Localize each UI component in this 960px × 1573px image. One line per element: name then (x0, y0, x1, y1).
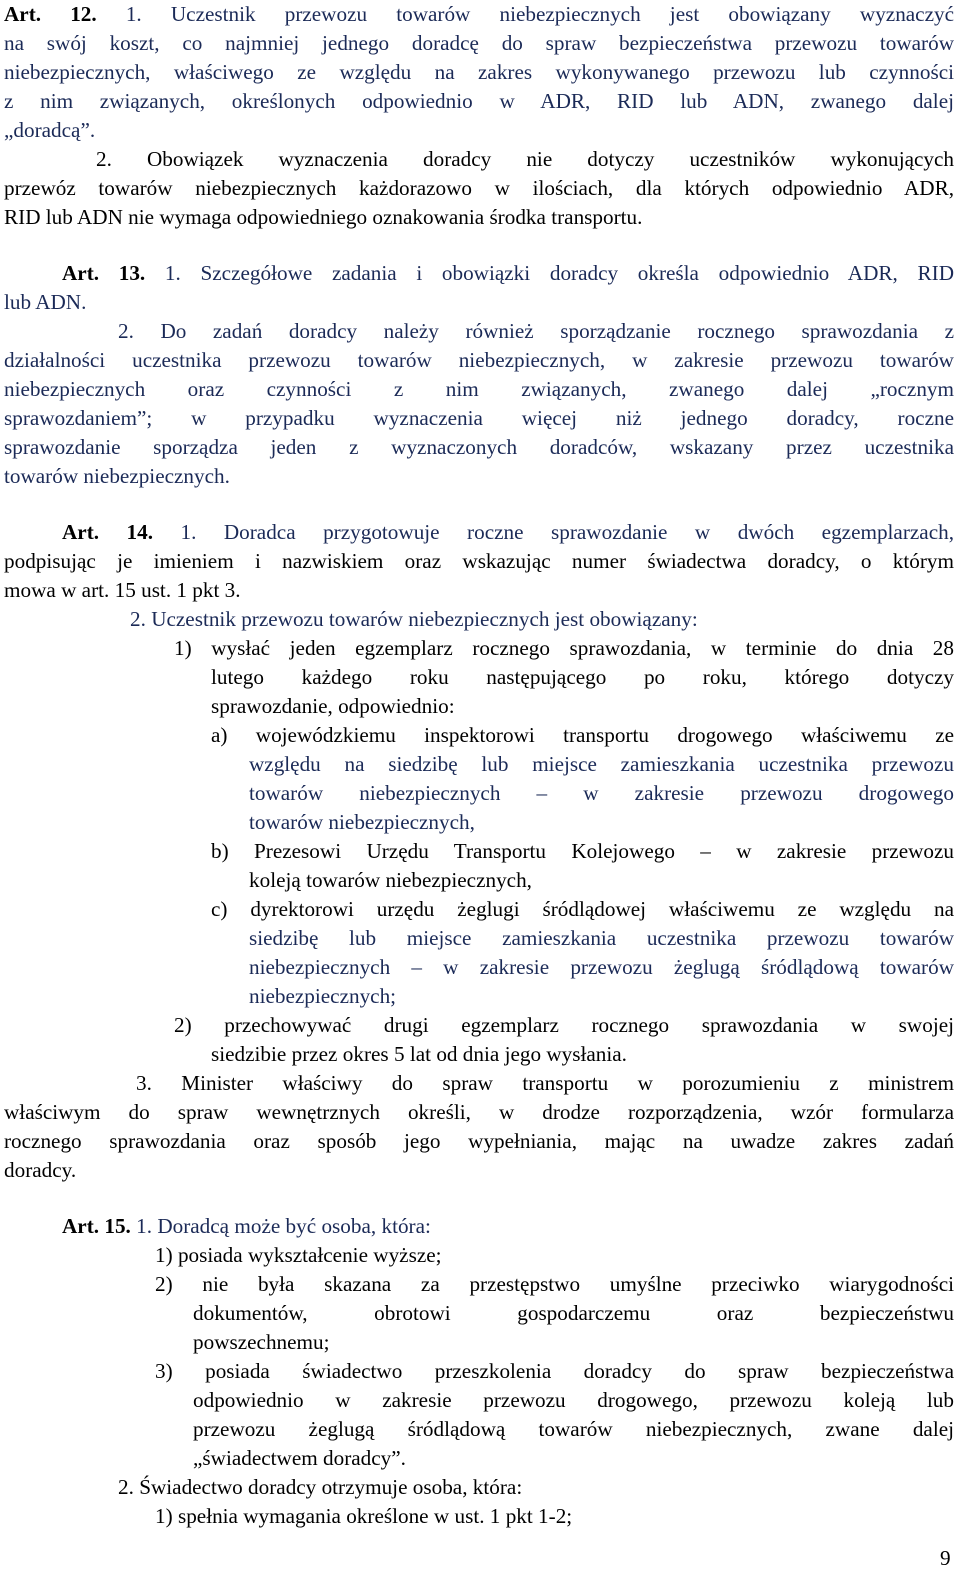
article-14-item-c-line-1: c) dyrektorowi urzędu żeglugi śródlądowej właściwemu ze względu na (211, 897, 954, 921)
article-12-para-2-line-2: przewóz towarów niebezpiecznych każdorazowo w ilościach, dla których odpowiednio ADR, (4, 176, 954, 200)
article-14-para-3-line-4: doradcy. (4, 1158, 77, 1182)
article-12-para-2-line-1: 2. Obowiązek wyznaczenia doradcy nie dotyczy uczestników wykonujących (96, 147, 954, 171)
article-15-line-1 (62, 1212, 431, 1241)
article-14-para-3-line-2: właściwym do spraw wewnętrznych określi, w drodze rozporządzenia, wzór formularza (4, 1100, 954, 1124)
article-14-line-1 (62, 518, 954, 547)
article-14-text: 1. Doradca przygotowuje roczne sprawozdanie w dwóch egzemplarzach, (153, 520, 954, 544)
article-14-item-1-line-1: 1) wysłać jeden egzemplarz rocznego sprawozdania, w terminie do dnia 28 (174, 636, 954, 660)
article-14-item-c-line-3: niebezpiecznych – w zakresie przewozu żeglugą śródlądową towarów (249, 955, 954, 979)
article-15-para-2: 2. Świadectwo doradcy otrzymuje osoba, która: (118, 1475, 523, 1499)
article-13-para-2-line-1 (118, 317, 954, 346)
article-15-heading: Art. 15. (62, 1214, 131, 1238)
article-15-item-3-line-2: odpowiednio w zakresie przewozu drogowego, przewozu koleją lub (193, 1388, 954, 1412)
article-14-line-2: podpisując je imieniem i nazwiskiem oraz wskazując numer świadectwa doradcy, o którym (4, 549, 954, 573)
article-15-para-2-item-1: 1) spełnia wymagania określone w ust. 1 pkt 1-2; (155, 1504, 573, 1528)
article-12-line-2: na swój koszt, co najmniej jednego doradcę do spraw bezpieczeństwa przewozu towarów (4, 31, 954, 55)
article-12-line-5: „doradcą”. (4, 118, 96, 142)
article-14-item-1-line-3: sprawozdanie, odpowiednio: (211, 694, 455, 718)
article-14-heading: Art. 14. (62, 520, 154, 544)
article-12-heading: Art. 12. (4, 2, 97, 26)
article-13-para-2-line-6: towarów niebezpiecznych. (4, 464, 230, 488)
article-12-line-4: z nim związanych, określonych odpowiednio w ADR, RID lub ADN, zwanego dalej (4, 89, 954, 113)
article-14-item-b-line-2: koleją towarów niebezpiecznych, (249, 868, 532, 892)
article-15-item-1: 1) posiada wykształcenie wyższe; (155, 1243, 442, 1267)
article-15-item-2-line-1: 2) nie była skazana za przestępstwo umyślne przeciwko wiarygodności (155, 1272, 954, 1296)
article-14-item-1-line-2: lutego każdego roku następującego po roku, którego dotyczy (211, 665, 954, 689)
article-12-line-3: niebezpiecznych, właściwego ze względu na zakres wykonywanego przewozu lub czynności (4, 60, 954, 84)
article-13-line-1 (62, 259, 954, 288)
article-14-item-a-line-3: towarów niebezpiecznych – w zakresie przewozu drogowego (249, 781, 954, 805)
article-15-item-2-line-3: powszechnemu; (193, 1330, 330, 1354)
article-13-para-2-line-3: niebezpiecznych oraz czynności z nim związanych, zwanego dalej „rocznym (4, 377, 954, 401)
article-15-item-3-line-3: przewozu żeglugą śródlądową towarów niebezpiecznych, zwane dalej (193, 1417, 954, 1441)
article-13-heading: Art. 13. (62, 261, 146, 285)
article-14-line-3: mowa w art. 15 ust. 1 pkt 3. (4, 578, 241, 602)
article-14-item-2-line-1: 2) przechowywać drugi egzemplarz rocznego sprawozdania w swojej (174, 1013, 954, 1037)
article-14-para-2: 2. Uczestnik przewozu towarów niebezpiecznych jest obowiązany: (130, 607, 698, 631)
article-14-item-a-line-1: a) wojewódzkiemu inspektorowi transportu drogowego właściwemu ze (211, 723, 954, 747)
article-13-para-2-line-4: sprawozdaniem”; w przypadku wyznaczenia więcej niż jednego doradcy, roczne (4, 406, 954, 430)
article-12-line-1 (4, 0, 954, 29)
article-12-text: 1. Uczestnik przewozu towarów niebezpiecznych jest obowiązany wyznaczyć (96, 2, 954, 26)
article-13-text: 1. Szczegółowe zadania i obowiązki doradcy określa odpowiednio ADR, RID (145, 261, 954, 285)
article-13-para-2-text: 2. Do zadań doradcy należy również sporządzanie rocznego sprawozdania z (118, 319, 954, 343)
article-14-item-c-line-2: siedzibę lub miejsce zamieszkania uczestnika przewozu towarów (249, 926, 954, 950)
article-14-item-b-line-1: b) Prezesowi Urzędu Transportu Kolejowego – w zakresie przewozu (211, 839, 954, 863)
article-15-item-3-line-1: 3) posiada świadectwo przeszkolenia doradcy do spraw bezpieczeństwa (155, 1359, 954, 1383)
article-14-item-2-line-2: siedzibie przez okres 5 lat od dnia jego wysłania. (211, 1042, 627, 1066)
article-14-para-3-line-1: 3. Minister właściwy do spraw transportu w porozumieniu z ministrem (136, 1071, 954, 1095)
article-14-item-c-line-4: niebezpiecznych; (249, 984, 397, 1008)
article-14-item-a-line-2: względu na siedzibę lub miejsce zamieszkania uczestnika przewozu (249, 752, 954, 776)
article-12-para-2-line-3: RID lub ADN nie wymaga odpowiedniego oznakowania środka transportu. (4, 205, 643, 229)
article-13-para-2-line-2: działalności uczestnika przewozu towarów niebezpiecznych, w zakresie przewozu towarów (4, 348, 954, 372)
article-15-item-2-line-2: dokumentów, obrotowi gospodarczemu oraz bezpieczeństwu (193, 1301, 954, 1325)
page-number: 9 (940, 1546, 951, 1570)
article-13-para-2-line-5: sprawozdanie sporządza jeden z wyznaczonych doradców, wskazany przez uczestnika (4, 435, 954, 459)
article-13-line-2: lub ADN. (4, 290, 87, 314)
article-15-text: 1. Doradcą może być osoba, która: (130, 1214, 431, 1238)
article-14-item-a-line-4: towarów niebezpiecznych, (249, 810, 475, 834)
article-15-item-3-line-4: „świadectwem doradcy”. (193, 1446, 406, 1470)
article-14-para-3-line-3: rocznego sprawozdania oraz sposób jego wypełniania, mając na uwadze zakres zadań (4, 1129, 954, 1153)
